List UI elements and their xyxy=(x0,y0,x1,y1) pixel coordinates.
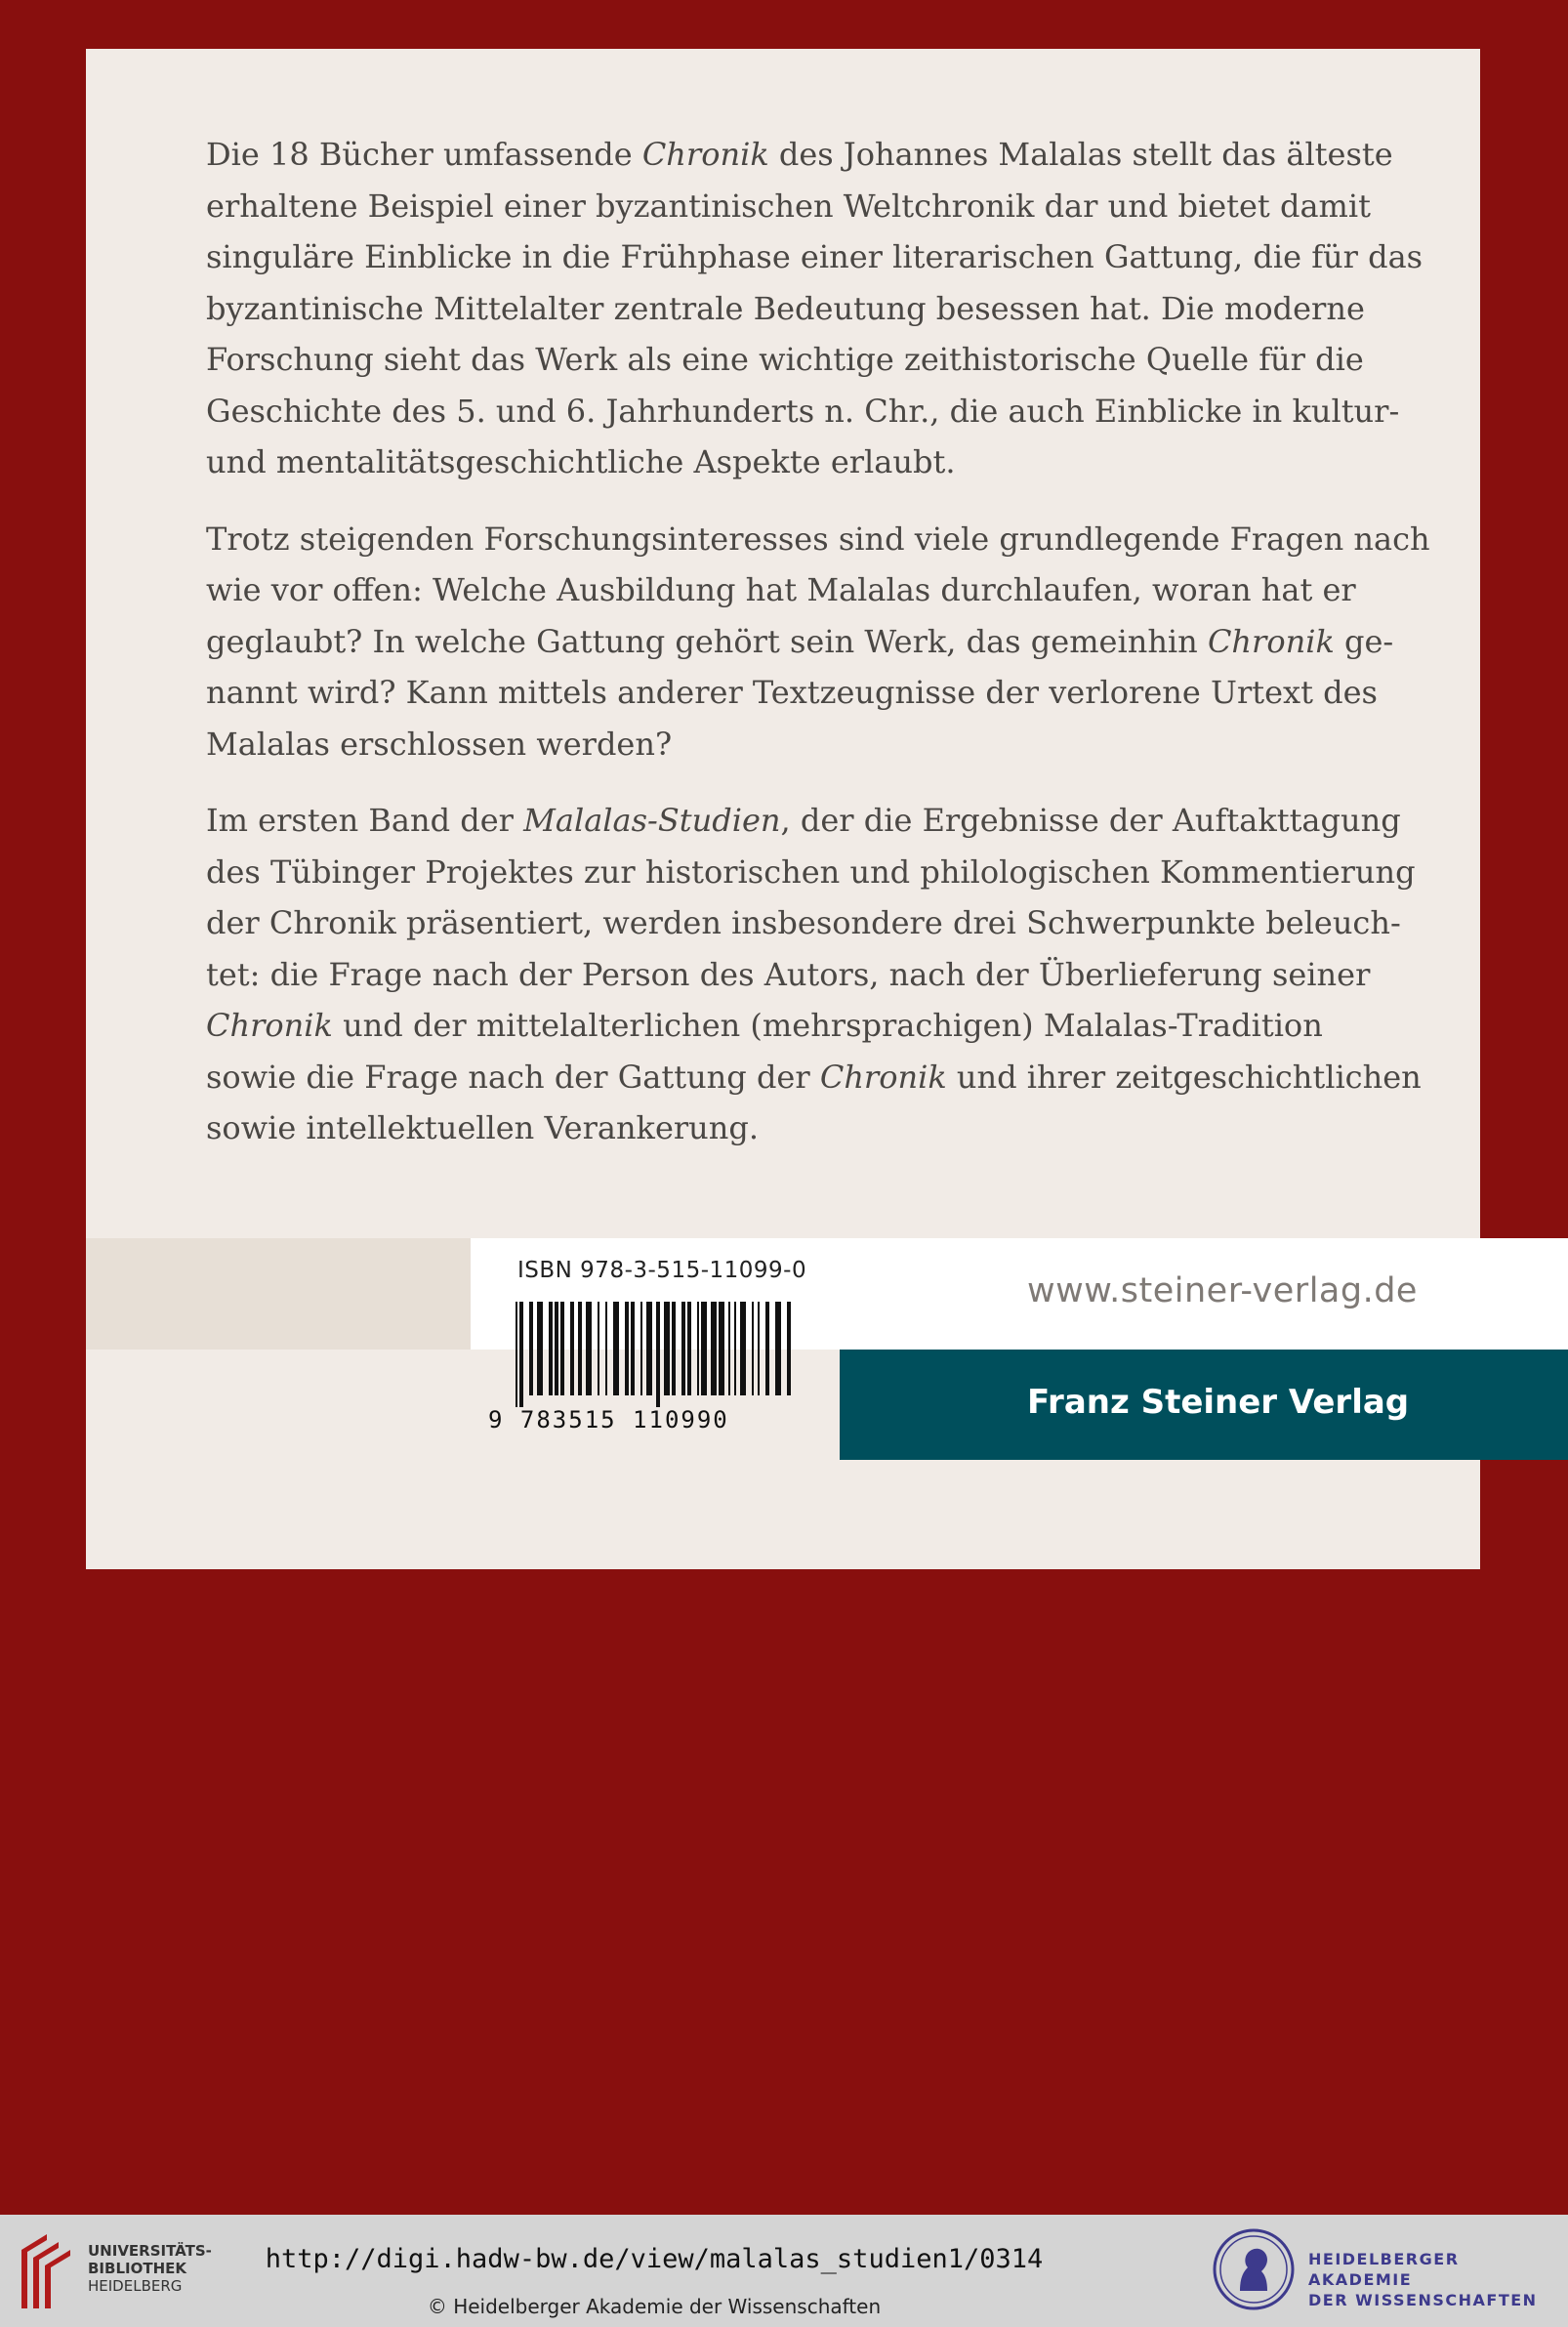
page-footer xyxy=(0,2215,1568,2327)
barcode-bar xyxy=(656,1302,660,1407)
barcode-bar xyxy=(687,1302,691,1395)
text-line xyxy=(206,1102,1378,1154)
text-line xyxy=(206,795,1401,847)
text-line xyxy=(206,667,1378,719)
barcode-bar xyxy=(598,1302,599,1395)
text-segment: wie vor offen: Welche Ausbildung hat Malalas durchlaufen, woran hat er xyxy=(206,571,1356,608)
text-segment: und der mittelalterlichen (mehrsprachigen) Malalas-Tradition xyxy=(332,1007,1323,1044)
copyright-notice: © Heidelberger Akademie der Wissenschaften xyxy=(427,2295,882,2318)
text-line xyxy=(206,897,1401,949)
beige-panel xyxy=(86,1238,471,1350)
library-line-2: BIBLIOTHEK xyxy=(88,2260,186,2277)
text-segment: des Tübinger Projektes zur historischen und philologischen Kommentierung xyxy=(206,852,1416,891)
text-segment: und ihrer zeitgeschichtlichen xyxy=(946,1058,1422,1096)
publisher-bar xyxy=(840,1350,1568,1460)
text-segment: sowie die Frage nach der Gattung der xyxy=(206,1058,820,1096)
text-line xyxy=(206,231,1424,283)
text-segment: Die 18 Bücher umfassende xyxy=(206,136,642,173)
academy-line-1: HEIDELBERGER AKADEMIE xyxy=(1308,2250,1460,2289)
barcode-bar xyxy=(701,1302,707,1395)
barcode-bar xyxy=(613,1302,619,1395)
text-segment: singuläre Einblicke in die Frühphase einer literarischen Gattung, die für das xyxy=(206,238,1424,275)
barcode-bar xyxy=(646,1302,652,1395)
library-line-1: UNIVERSITÄTS- xyxy=(88,2242,212,2260)
text-line xyxy=(206,564,1378,616)
blurb-text xyxy=(206,129,1430,1180)
barcode-bar xyxy=(719,1302,724,1395)
barcode-bar xyxy=(631,1302,635,1395)
text-segment: Forschung sieht das Werk als eine wichtige zeithistorische Quelle für die xyxy=(206,341,1364,378)
text-line xyxy=(206,386,1400,437)
text-segment: sowie intellektuellen Verankerung. xyxy=(206,1109,760,1146)
text-line xyxy=(206,616,1394,668)
barcode-bar xyxy=(605,1302,607,1395)
text-line xyxy=(206,436,1378,488)
blurb-paragraph xyxy=(206,129,1424,488)
text-line xyxy=(206,1052,1422,1103)
barcode-bar xyxy=(740,1302,746,1395)
text-line xyxy=(206,181,1378,232)
text-segment: , der die Ergebnisse der Auftakttagung xyxy=(780,802,1401,839)
text-segment: des Johannes Malalas stellt das älteste xyxy=(768,136,1393,173)
italic-title: Malalas-Studien xyxy=(523,802,781,839)
barcode-bar xyxy=(529,1302,533,1395)
text-line xyxy=(206,283,1378,335)
text-line xyxy=(206,514,1430,565)
text-segment: Trotz steigenden Forschungsinteresses sind viele grundlegende Fragen nach xyxy=(206,519,1430,558)
barcode-bar xyxy=(752,1302,754,1395)
blurb-paragraph xyxy=(206,795,1422,1154)
barcode-bar xyxy=(734,1302,736,1395)
text-line xyxy=(206,719,1378,770)
text-segment: tet: die Frage nach der Person des Autors, nach der Überlieferung seiner xyxy=(206,955,1371,993)
barcode-bar xyxy=(555,1302,558,1395)
text-segment: Malalas erschlossen werden? xyxy=(206,725,673,763)
barcode-bar xyxy=(586,1302,592,1395)
publisher-website[interactable]: www.steiner-verlag.de xyxy=(1027,1271,1418,1310)
isbn-label: ISBN 978-3-515-11099-0 xyxy=(517,1258,807,1283)
text-segment: und mentalitätsgeschichtliche Aspekte erlaubt. xyxy=(206,443,956,480)
italic-title: Chronik xyxy=(819,1058,947,1096)
academy-line-2: DER WISSENSCHAFTEN xyxy=(1308,2291,1538,2309)
barcode-bar xyxy=(664,1302,670,1395)
text-segment: Geschichte des 5. und 6. Jahrhunderts n. Chr., die auch Einblicke in kultur- xyxy=(206,392,1400,430)
cover-bottom-band xyxy=(86,1238,1568,1434)
barcode-icon xyxy=(516,1302,801,1409)
barcode-bar xyxy=(681,1302,685,1395)
text-segment: Im ersten Band der xyxy=(206,802,524,839)
publisher-name: Franz Steiner Verlag xyxy=(1027,1383,1410,1422)
text-line xyxy=(206,1000,1378,1052)
text-line xyxy=(206,129,1393,181)
barcode-bar xyxy=(728,1302,730,1395)
italic-title: Chronik xyxy=(206,1007,333,1044)
barcode-bar xyxy=(516,1302,517,1407)
text-line xyxy=(206,949,1378,1001)
back-cover-panel xyxy=(86,49,1480,1569)
barcode-panel xyxy=(471,1238,840,1434)
text-line xyxy=(206,847,1416,898)
barcode-bar xyxy=(787,1302,791,1395)
barcode-bar xyxy=(765,1302,769,1395)
italic-title: Chronik xyxy=(641,136,769,173)
barcode-bar xyxy=(697,1302,699,1395)
text-segment: nannt wird? Kann mittels anderer Textzeugnisse der verlorene Urtext des xyxy=(206,674,1378,711)
library-line-3: HEIDELBERG xyxy=(88,2277,183,2295)
barcode-bar xyxy=(519,1302,523,1407)
text-segment: byzantinische Mittelalter zentrale Bedeutung besessen hat. Die moderne xyxy=(206,289,1365,327)
page-url-link[interactable]: http://digi.hadw-bw.de/view/malalas_studien1/0314 xyxy=(265,2244,1044,2274)
academy-seal-icon xyxy=(1211,2226,1297,2312)
barcode-bar xyxy=(625,1302,629,1395)
barcode-bar xyxy=(549,1302,553,1395)
barcode-bar xyxy=(758,1302,760,1395)
academy-name xyxy=(1308,2249,1568,2310)
blurb-paragraph xyxy=(206,514,1430,770)
barcode-bar xyxy=(711,1302,717,1395)
barcode-bar xyxy=(537,1302,543,1395)
barcode-bar xyxy=(578,1302,582,1395)
text-segment: erhaltene Beispiel einer byzantinischen Weltchronik dar und bietet damit xyxy=(206,187,1371,225)
website-panel xyxy=(840,1238,1568,1350)
barcode-bar xyxy=(672,1302,676,1395)
barcode-bar xyxy=(775,1302,781,1395)
text-segment: geglaubt? In welche Gattung gehört sein Werk, das gemeinhin xyxy=(206,622,1208,660)
barcode-digits: 9 783515 110990 xyxy=(488,1406,729,1434)
text-segment: ge- xyxy=(1334,622,1394,660)
text-line xyxy=(206,334,1378,386)
text-segment: der Chronik präsentiert, werden insbesondere drei Schwerpunkte beleuch- xyxy=(206,904,1401,941)
barcode-bar xyxy=(640,1302,642,1395)
italic-title: Chronik xyxy=(1207,622,1335,660)
barcode-bar xyxy=(560,1302,564,1395)
barcode-bar xyxy=(570,1302,574,1395)
